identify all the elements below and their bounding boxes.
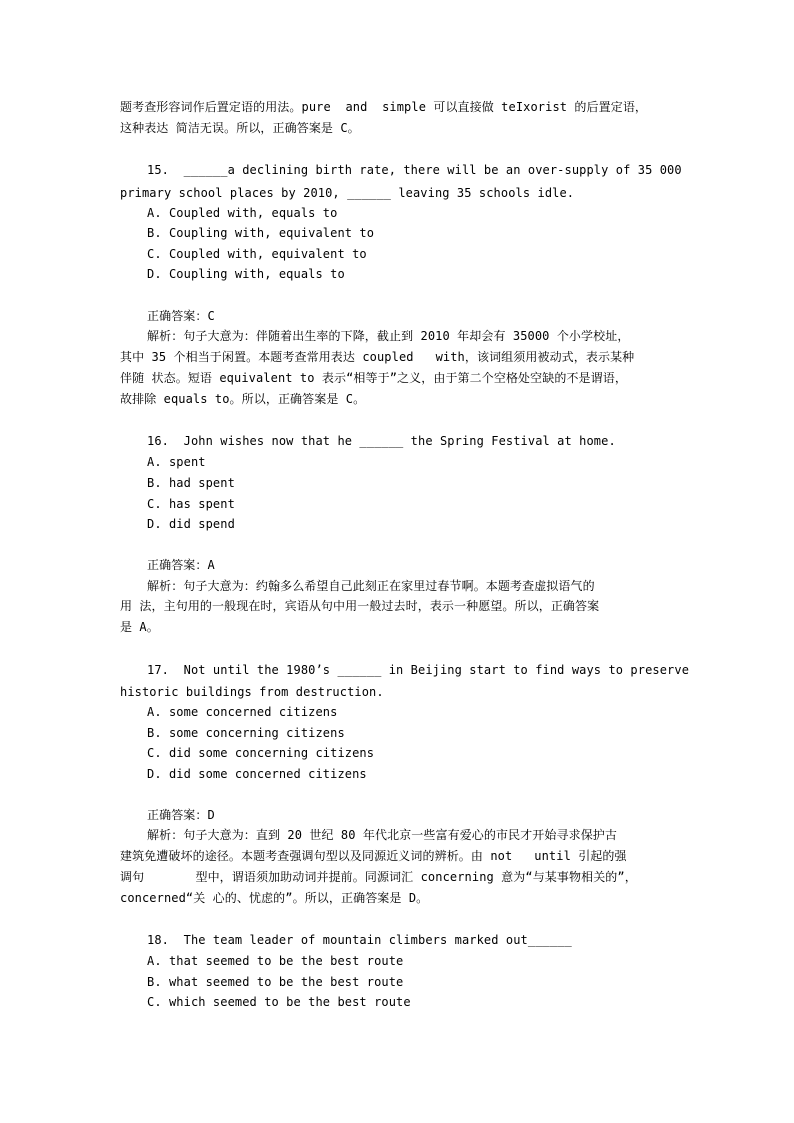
option-d: D. Coupling with, equals to: [147, 267, 345, 281]
analysis-line: 解析：句子大意为：约翰多么希望自己此刻正在家里过春节啊。本题考查虚拟语气的: [147, 579, 595, 593]
option-c: C. has spent: [147, 497, 235, 511]
correct-answer: 正确答案：C: [147, 309, 215, 323]
option-b: B. Coupling with, equivalent to: [147, 226, 375, 240]
question-stem: historic buildings from destruction.: [120, 685, 384, 699]
option-a: A. Coupled with, equals to: [147, 206, 338, 220]
analysis-line: 建筑免遭破坏的途径。本题考查强调句型以及同源近义词的辨析。由 not until 引起的强: [120, 849, 627, 863]
correct-answer: 正确答案：A: [147, 558, 215, 572]
option-a: A. spent: [147, 455, 206, 469]
option-d: D. did some concerned citizens: [147, 767, 367, 781]
analysis-line: concerned“关 心的、忧虑的”。所以，正确答案是 D。: [120, 891, 429, 905]
intro-line: 题考查形容词作后置定语的用法。pure and simple 可以直接做 teIxorist 的后置定语，: [120, 100, 648, 114]
analysis-line: 是 A。: [120, 620, 159, 634]
option-d: D. did spend: [147, 517, 235, 531]
analysis-line: 故排除 equals to。所以，正确答案是 C。: [120, 392, 366, 406]
option-a: A. some concerned citizens: [147, 705, 338, 719]
question-stem: 15. ______a declining birth rate, there will be an over-supply of 35 000: [147, 163, 682, 177]
option-b: B. what seemed to be the best route: [147, 975, 404, 989]
intro-line: 这种表达 简洁无误。所以，正确答案是 C。: [120, 121, 360, 135]
analysis-line: 其中 35 个相当于闲置。本题考查常用表达 coupled with，该词组须用被动式，表示某种: [120, 350, 635, 364]
analysis-line: 解析：句子大意为：伴随着出生率的下降，截止到 2010 年却会有 35000 个小学校址，: [147, 329, 630, 343]
option-a: A. that seemed to be the best route: [147, 954, 404, 968]
question-stem: 17. Not until the 1980’s ______ in Beijing start to find ways to preserve: [147, 663, 690, 677]
option-c: C. Coupled with, equivalent to: [147, 247, 367, 261]
analysis-line: 解析：句子大意为：直到 20 世纪 80 年代北京一些富有爱心的市民才开始寻求保护古: [147, 828, 617, 842]
analysis-line: 调句 型中，谓语须加助动词并提前。同源词汇 concerning 意为“与某事物相关的”，: [120, 870, 637, 884]
option-b: B. some concerning citizens: [147, 726, 345, 740]
option-c: C. did some concerning citizens: [147, 746, 375, 760]
question-stem: 16. John wishes now that he ______ the Spring Festival at home.: [147, 434, 616, 448]
question-stem: 18. The team leader of mountain climbers marked out______: [147, 933, 572, 947]
analysis-line: 伴随 状态。短语 equivalent to 表示“相等于”之义，由于第二个空格处空缺的不是谓语，: [120, 371, 627, 385]
analysis-line: 用 法，主句用的一般现在时，宾语从句中用一般过去时，表示一种愿望。所以，正确答案: [120, 599, 600, 613]
question-stem: primary school places by 2010, ______ leaving 35 schools idle.: [120, 186, 575, 200]
correct-answer: 正确答案：D: [147, 808, 215, 822]
option-b: B. had spent: [147, 476, 235, 490]
option-c: C. which seemed to be the best route: [147, 995, 411, 1009]
